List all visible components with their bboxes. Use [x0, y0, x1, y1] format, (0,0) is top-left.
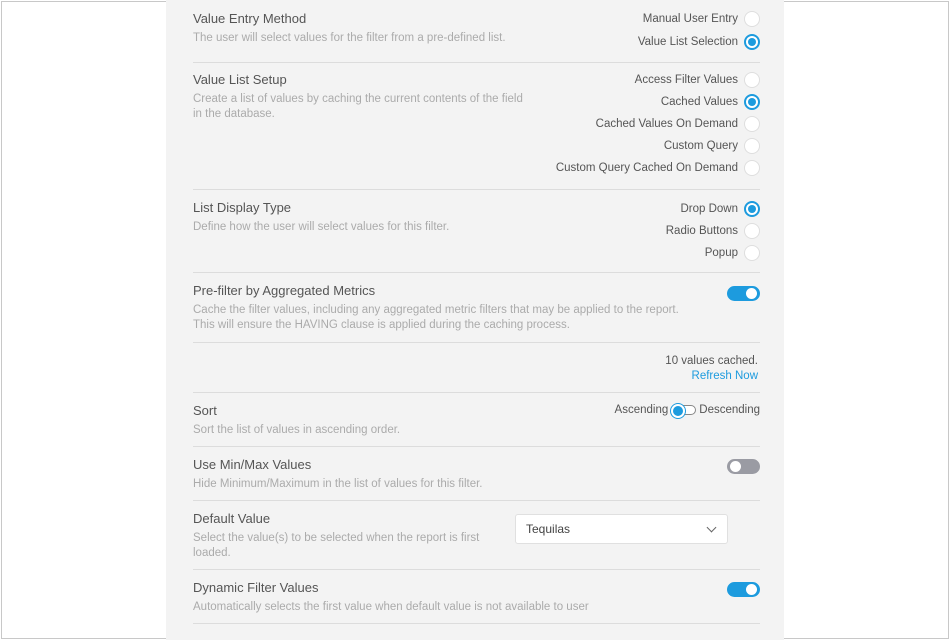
- sort-section: [193, 402, 760, 440]
- option-label: Custom Query: [663, 140, 738, 152]
- default-value-section: [193, 510, 760, 562]
- min-max-section: [193, 456, 760, 494]
- dynamic-filter-toggle[interactable]: [727, 582, 760, 597]
- divider: [193, 446, 760, 447]
- section-title: Dynamic Filter Values: [193, 580, 319, 595]
- value-list-setup-section: [193, 71, 760, 181]
- cache-status: [665, 354, 758, 384]
- option-drop-down[interactable]: [680, 200, 760, 218]
- section-description: Create a list of values by caching the current contents of the field in the database.: [193, 93, 523, 120]
- default-value-select[interactable]: [515, 514, 728, 544]
- section-description-line2: This will ensure the HAVING clause is applied during the caching process.: [193, 319, 570, 331]
- section-title: Sort: [193, 403, 217, 418]
- sort-order-switch[interactable]: [615, 402, 760, 418]
- radio-button[interactable]: [744, 116, 760, 132]
- option-label: Radio Buttons: [665, 225, 738, 237]
- divider: [193, 623, 760, 624]
- values-cached-count: 10 values cached.: [665, 355, 758, 367]
- section-description-line2: loaded.: [193, 547, 231, 559]
- section-description: Automatically selects the first value when default value is not available to user: [193, 601, 589, 613]
- radio-button[interactable]: [744, 72, 760, 88]
- option-label: Drop Down: [680, 203, 738, 215]
- option-label: Cached Values: [660, 96, 738, 108]
- value-entry-method-section: [193, 10, 760, 60]
- section-title: Value Entry Method: [193, 11, 307, 26]
- option-label: Custom Query Cached On Demand: [555, 162, 738, 174]
- sort-toggle[interactable]: [672, 405, 696, 415]
- divider: [193, 569, 760, 570]
- option-radio-buttons[interactable]: [666, 222, 760, 240]
- section-title: Use Min/Max Values: [193, 457, 312, 472]
- divider: [193, 392, 760, 393]
- prefilter-section: [193, 282, 760, 338]
- section-description: The user will select values for the filter from a pre-defined list.: [193, 32, 506, 44]
- section-description-line1: Cache the filter values, including any aggregated metric filters that may be applied to the report.: [193, 304, 679, 316]
- selected-value: Tequilas: [526, 522, 571, 536]
- ascending-label: Ascending: [614, 404, 669, 416]
- section-description-line1: Select the value(s) to be selected when the report is first: [193, 532, 480, 544]
- divider: [193, 189, 760, 190]
- option-cached-values-on-demand[interactable]: [596, 115, 760, 133]
- refresh-now-link[interactable]: Refresh Now: [691, 370, 758, 382]
- section-title: Value List Setup: [193, 72, 287, 87]
- radio-button-selected[interactable]: [744, 94, 760, 110]
- divider: [193, 62, 760, 63]
- divider: [193, 272, 760, 273]
- radio-button[interactable]: [744, 138, 760, 154]
- chevron-down-icon: [707, 522, 717, 532]
- option-manual-user-entry[interactable]: [643, 10, 760, 28]
- list-display-type-section: [193, 199, 760, 265]
- option-access-filter-values[interactable]: [635, 71, 760, 89]
- option-cached-values[interactable]: [661, 93, 760, 111]
- radio-button-selected[interactable]: [744, 34, 760, 50]
- radio-button[interactable]: [744, 11, 760, 27]
- section-description: Hide Minimum/Maximum in the list of values for this filter.: [193, 478, 483, 490]
- option-label: Access Filter Values: [634, 74, 738, 86]
- radio-button-selected[interactable]: [744, 201, 760, 217]
- descending-label: Descending: [699, 404, 760, 416]
- option-popup[interactable]: [705, 244, 760, 262]
- prefilter-toggle[interactable]: [727, 286, 760, 301]
- section-description: Define how the user will select values for this filter.: [193, 221, 450, 233]
- min-max-toggle[interactable]: [727, 459, 760, 474]
- option-label: Popup: [704, 247, 738, 259]
- option-label: Cached Values On Demand: [595, 118, 738, 130]
- radio-button[interactable]: [744, 223, 760, 239]
- divider: [193, 342, 760, 343]
- option-custom-query-cached-on-demand[interactable]: [556, 159, 760, 177]
- section-title: List Display Type: [193, 200, 292, 215]
- dynamic-filter-section: [193, 579, 760, 619]
- section-description: Sort the list of values in ascending order.: [193, 424, 401, 436]
- option-value-list-selection[interactable]: [638, 33, 760, 51]
- radio-button[interactable]: [744, 160, 760, 176]
- option-label: Manual User Entry: [642, 13, 738, 25]
- radio-button[interactable]: [744, 245, 760, 261]
- option-custom-query[interactable]: [664, 137, 760, 155]
- cache-status-section: [193, 354, 760, 386]
- section-title: Pre-filter by Aggregated Metrics: [193, 283, 376, 298]
- option-label: Value List Selection: [637, 36, 738, 48]
- divider: [193, 500, 760, 501]
- section-title: Default Value: [193, 511, 271, 526]
